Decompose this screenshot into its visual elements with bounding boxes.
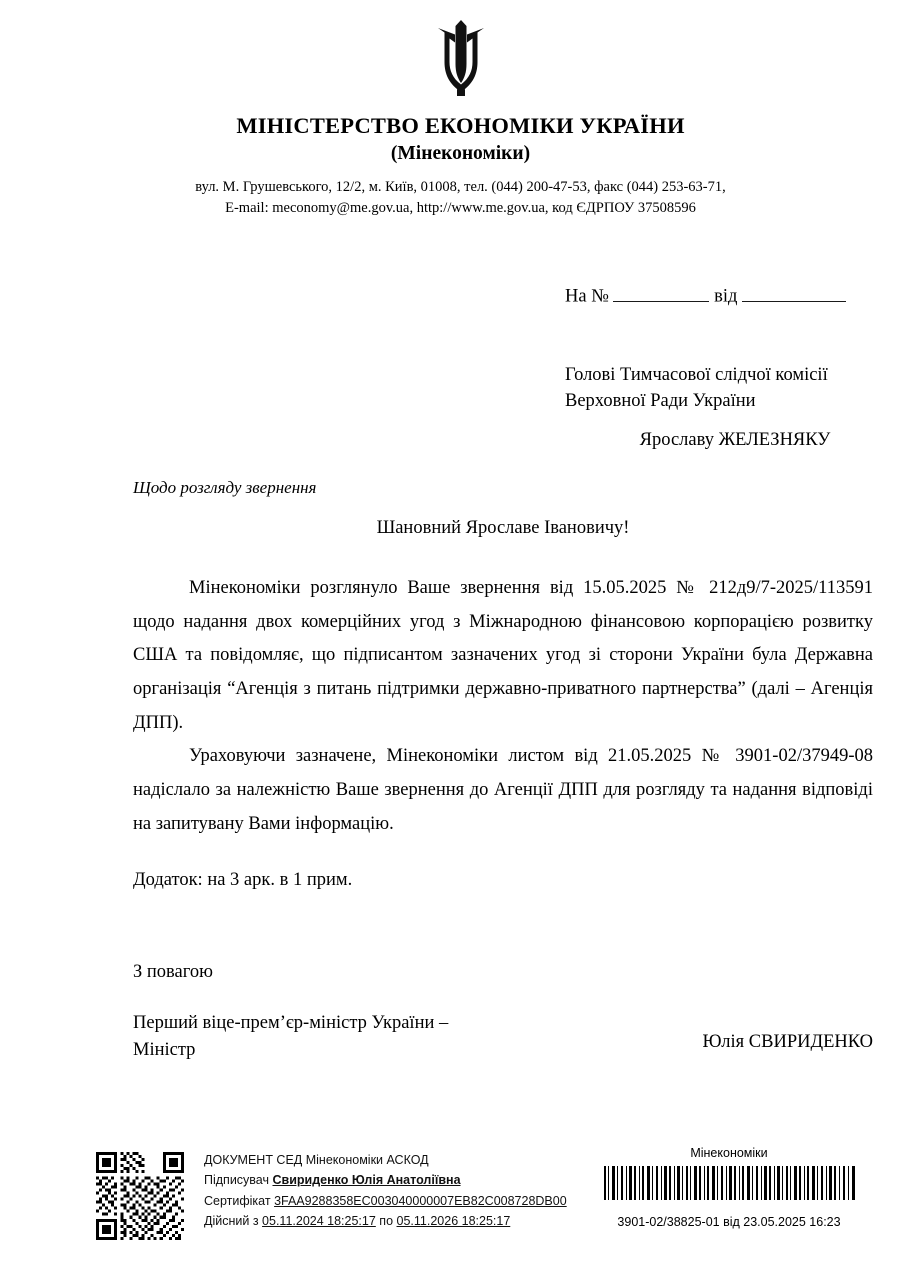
body-paragraph-1: Мінекономіки розглянуло Ваше звернення від 15.05.2025 № 212д9/7-2025/113591 щодо надання двох комерційних угод з Міжнародною фінансовою корпорацією розвитку США та повідомляє, що підписантом зазначених угод зі сторони України була Державна організація “Агенція з питань підтримки державно-приватного партнерства” (далі – Агенція ДПП). bbox=[133, 578, 873, 733]
ministry-address-line1: вул. М. Грушевського, 12/2, м. Київ, 01008, тел. (044) 200-47-53, факс (044) 253-63-71, bbox=[195, 179, 726, 196]
signer-position-line2: Міністр bbox=[133, 1039, 196, 1060]
valid-from-label: Дійсний з bbox=[204, 1213, 259, 1228]
addressee-line2: Верховної Ради України bbox=[565, 391, 756, 412]
reference-prefix: На bbox=[565, 286, 587, 307]
ministry-title: МІНІСТЕРСТВО ЕКОНОМІКИ УКРАЇНИ bbox=[236, 113, 685, 138]
closing-regards: З повагою bbox=[133, 962, 213, 982]
emblem-container bbox=[0, 18, 921, 100]
letterhead bbox=[0, 112, 921, 220]
signer-fullname: Свириденко Юлія Анатоліївна bbox=[272, 1173, 461, 1188]
reference-date-label: від bbox=[714, 286, 738, 307]
body-paragraph-2: Ураховуючи зазначене, Мінекономіки листом від 21.05.2025 № 3901-02/37949-08 надіслало за належністю Ваше звернення до Агенції ДПП для розгляду та надання відповіді на запитувану Вами інформацію. bbox=[133, 746, 873, 834]
validity-row bbox=[204, 1211, 567, 1231]
signer-position-line1: Перший віце-прем’єр-міністр України – bbox=[133, 1013, 449, 1033]
attachment-note: Додаток: на 3 арк. в 1 прим. bbox=[133, 870, 353, 890]
signer-name: Юлія СВИРИДЕНКО bbox=[702, 1032, 873, 1052]
reference-number-label: № bbox=[591, 286, 609, 307]
addressee-block bbox=[565, 362, 895, 415]
addressee-line1: Голові Тимчасової слідчої комісії bbox=[565, 365, 828, 385]
reference-date-blank bbox=[742, 283, 846, 302]
valid-from-value: 05.11.2024 18:25:17 bbox=[262, 1213, 376, 1228]
certificate-value: 3FAA9288358EC003040000007EB82C008728DB00 bbox=[274, 1193, 567, 1208]
ministry-address-line2: E-mail: meconomy@me.gov.ua, http://www.me.gov.ua, код ЄДРПОУ 37508596 bbox=[225, 200, 696, 217]
addressee-name: Ярославу ЖЕЛЕЗНЯКУ bbox=[639, 430, 831, 450]
signer-position bbox=[133, 1010, 553, 1064]
electronic-signature-footer bbox=[0, 1146, 921, 1266]
valid-to-value: 05.11.2026 18:25:17 bbox=[396, 1213, 511, 1228]
ukraine-trident-emblem bbox=[432, 18, 490, 100]
salutation: Шановний Ярославе Івановичу! bbox=[376, 518, 630, 538]
body-text bbox=[133, 572, 873, 841]
qr-code bbox=[96, 1152, 184, 1240]
valid-to-label: по bbox=[379, 1213, 394, 1228]
signature-details bbox=[204, 1150, 567, 1231]
ministry-short-name: (Мінекономіки) bbox=[390, 143, 531, 165]
reference-line bbox=[565, 283, 846, 308]
barcode-block bbox=[589, 1146, 869, 1229]
signer-row bbox=[204, 1170, 567, 1190]
registration-number: 3901-02/38825-01 від 23.05.2025 16:23 bbox=[617, 1215, 841, 1229]
subject-line: Щодо розгляду звернення bbox=[133, 478, 317, 497]
certificate-label: Сертифікат bbox=[204, 1193, 271, 1208]
sed-system-line: ДОКУМЕНТ СЕД Мінекономіки АСКОД bbox=[204, 1153, 429, 1167]
barcode bbox=[602, 1166, 857, 1200]
barcode-owner-label: Мінекономіки bbox=[690, 1146, 768, 1160]
reference-number-blank bbox=[613, 283, 709, 302]
certificate-row bbox=[204, 1191, 567, 1211]
signer-label: Підписувач bbox=[204, 1173, 269, 1188]
